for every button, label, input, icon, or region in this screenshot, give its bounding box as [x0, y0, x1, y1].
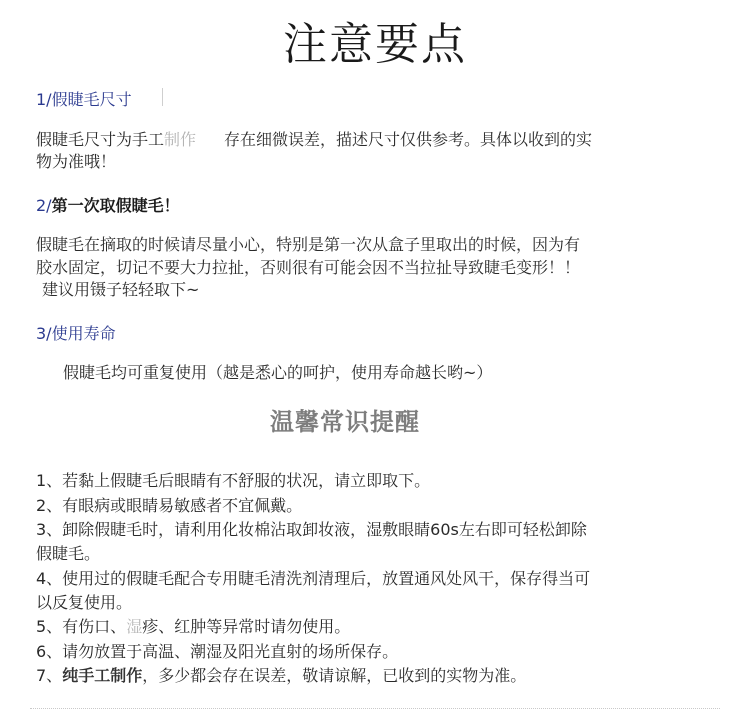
tip-item-4: 4、使用过的假睫毛配合专用睫毛清洗剂清理后，放置通风处风干，保存得当可 — [36, 569, 591, 588]
section-1-paragraph-line-1: 假睫毛尺寸为手工制作 存在细微误差，描述尺寸仅供参考。具体以收到的实 — [36, 130, 593, 149]
section-1-paragraph-line-2: 物为准哦！ — [36, 152, 117, 171]
tip-item-7: 7、纯手工制作，多少都会存在误差，敬请谅解，已收到的实物为准。 — [36, 666, 527, 685]
section-2-paragraph-line-3: 建议用镊子轻轻取下~ — [42, 280, 200, 299]
tip-item-6: 6、请勿放置于高温、潮湿及阳光直射的场所保存。 — [36, 642, 399, 661]
page-title: 注意要点 — [283, 19, 467, 70]
section-2-paragraph-line-2: 胶水固定，切记不要大力拉扯，否则很有可能会因不当拉扯导致睫毛变形！！ — [36, 258, 581, 277]
tip-item-4-cont: 以反复使用。 — [36, 593, 133, 612]
tip-item-5: 5、有伤口、湿疹、红肿等异常时请勿使用。 — [36, 617, 351, 636]
bottom-divider — [30, 708, 720, 709]
section-2-paragraph-line-1: 假睫毛在摘取的时候请尽量小心，特别是第一次从盒子里取出的时候，因为有 — [36, 235, 581, 254]
section-2-heading: 2/第一次取假睫毛！ — [36, 196, 180, 215]
tip-item-1: 1、若黏上假睫毛后眼睛有不舒服的状况，请立即取下。 — [36, 471, 431, 490]
tip-item-3-cont: 假睫毛。 — [36, 544, 101, 563]
section-3-paragraph: 假睫毛均可重复使用（越是悉心的呵护，使用寿命越长哟~） — [63, 363, 493, 382]
tip-item-3: 3、卸除假睫毛时，请利用化妆棉沾取卸妆液，湿敷眼睛60s左右即可轻松卸除 — [36, 520, 587, 539]
section-1-heading: 1/假睫毛尺寸 — [36, 90, 132, 109]
section-3-heading: 3/使用寿命 — [36, 324, 116, 343]
tips-subtitle: 温馨常识提醒 — [270, 407, 420, 436]
tip-item-2: 2、有眼病或眼睛易敏感者不宜佩戴。 — [36, 496, 303, 515]
text-cursor-mark — [162, 88, 163, 106]
